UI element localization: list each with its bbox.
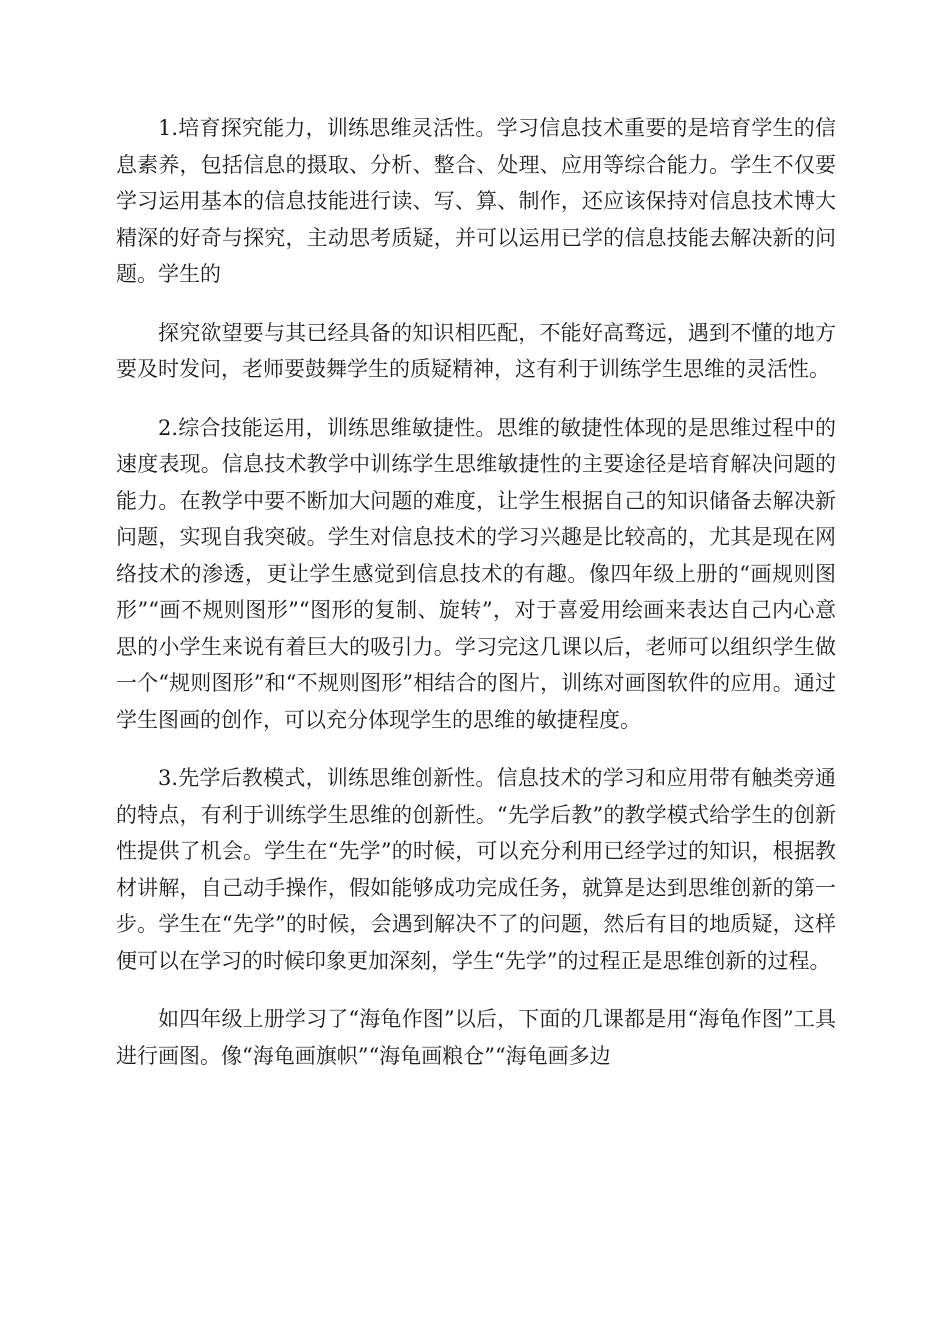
paragraph-1: 1.培育探究能力，训练思维灵活性。学习信息技术重要的是培育学生的信息素养，包括信息的摄取、分析、整合、处理、应用等综合能力。学生不仅要学习运用基本的信息技能进行读、写、算、制作，还应该保持对信息技术博大精深的好奇与探究，主动思考质疑，并可以运用已学的信息技能去解决新的问题。学生的 — [116, 116, 836, 286]
paragraph-5: 如四年级上册学习了“海龟作图”以后，下面的几课都是用“海龟作图”工具进行画图。像“海龟画旗帜”“海龟画粮仓”“海龟画多边 — [116, 1007, 836, 1068]
document-page — [116, 110, 836, 1096]
paragraph-3: 2.综合技能运用，训练思维敏捷性。思维的敏捷性体现的是思维过程中的速度表现。信息技术教学中训练学生思维敏捷性的主要途径是培育解决问题的能力。在教学中要不断加大问题的难度，让学生根据自己的知识储备去解决新问题，实现自我突破。学生对信息技术的学习兴趣是比较高的，尤其是现在网络技术的渗透，更让学生感觉到信息技术的有趣。像四年级上册的“画规则图形”“画不规则图形”“图形的复制、旋转”，对于喜爱用绘画来表达自己内心意思的小学生来说有着巨大的吸引力。学习完这几课以后，老师可以组织学生做一个“规则图形”和“不规则图形”相结合的图片，训练对画图软件的应用。通过学生图画的创作，可以充分体现学生的思维的敏捷程度。 — [116, 415, 836, 732]
paragraph-2: 探究欲望要与其已经具备的知识相匹配，不能好高骛远，遇到不懂的地方要及时发问，老师要鼓舞学生的质疑精神，这有利于训练学生思维的灵活性。 — [116, 320, 836, 381]
paragraph-4: 3.先学后教模式，训练思维创新性。信息技术的学习和应用带有触类旁通的特点，有利于训练学生思维的创新性。“先学后教”的教学模式给学生的创新性提供了机会。学生在“先学”的时候，可以充分利用已经学过的知识，根据教材讲解，自己动手操作，假如能够成功完成任务，就算是达到思维创新的第一步。学生在“先学”的时候，会遇到解决不了的问题，然后有目的地质疑，这样便可以在学习的时候印象更加深刻，学生“先学”的过程正是思维创新的过程。 — [116, 766, 836, 973]
